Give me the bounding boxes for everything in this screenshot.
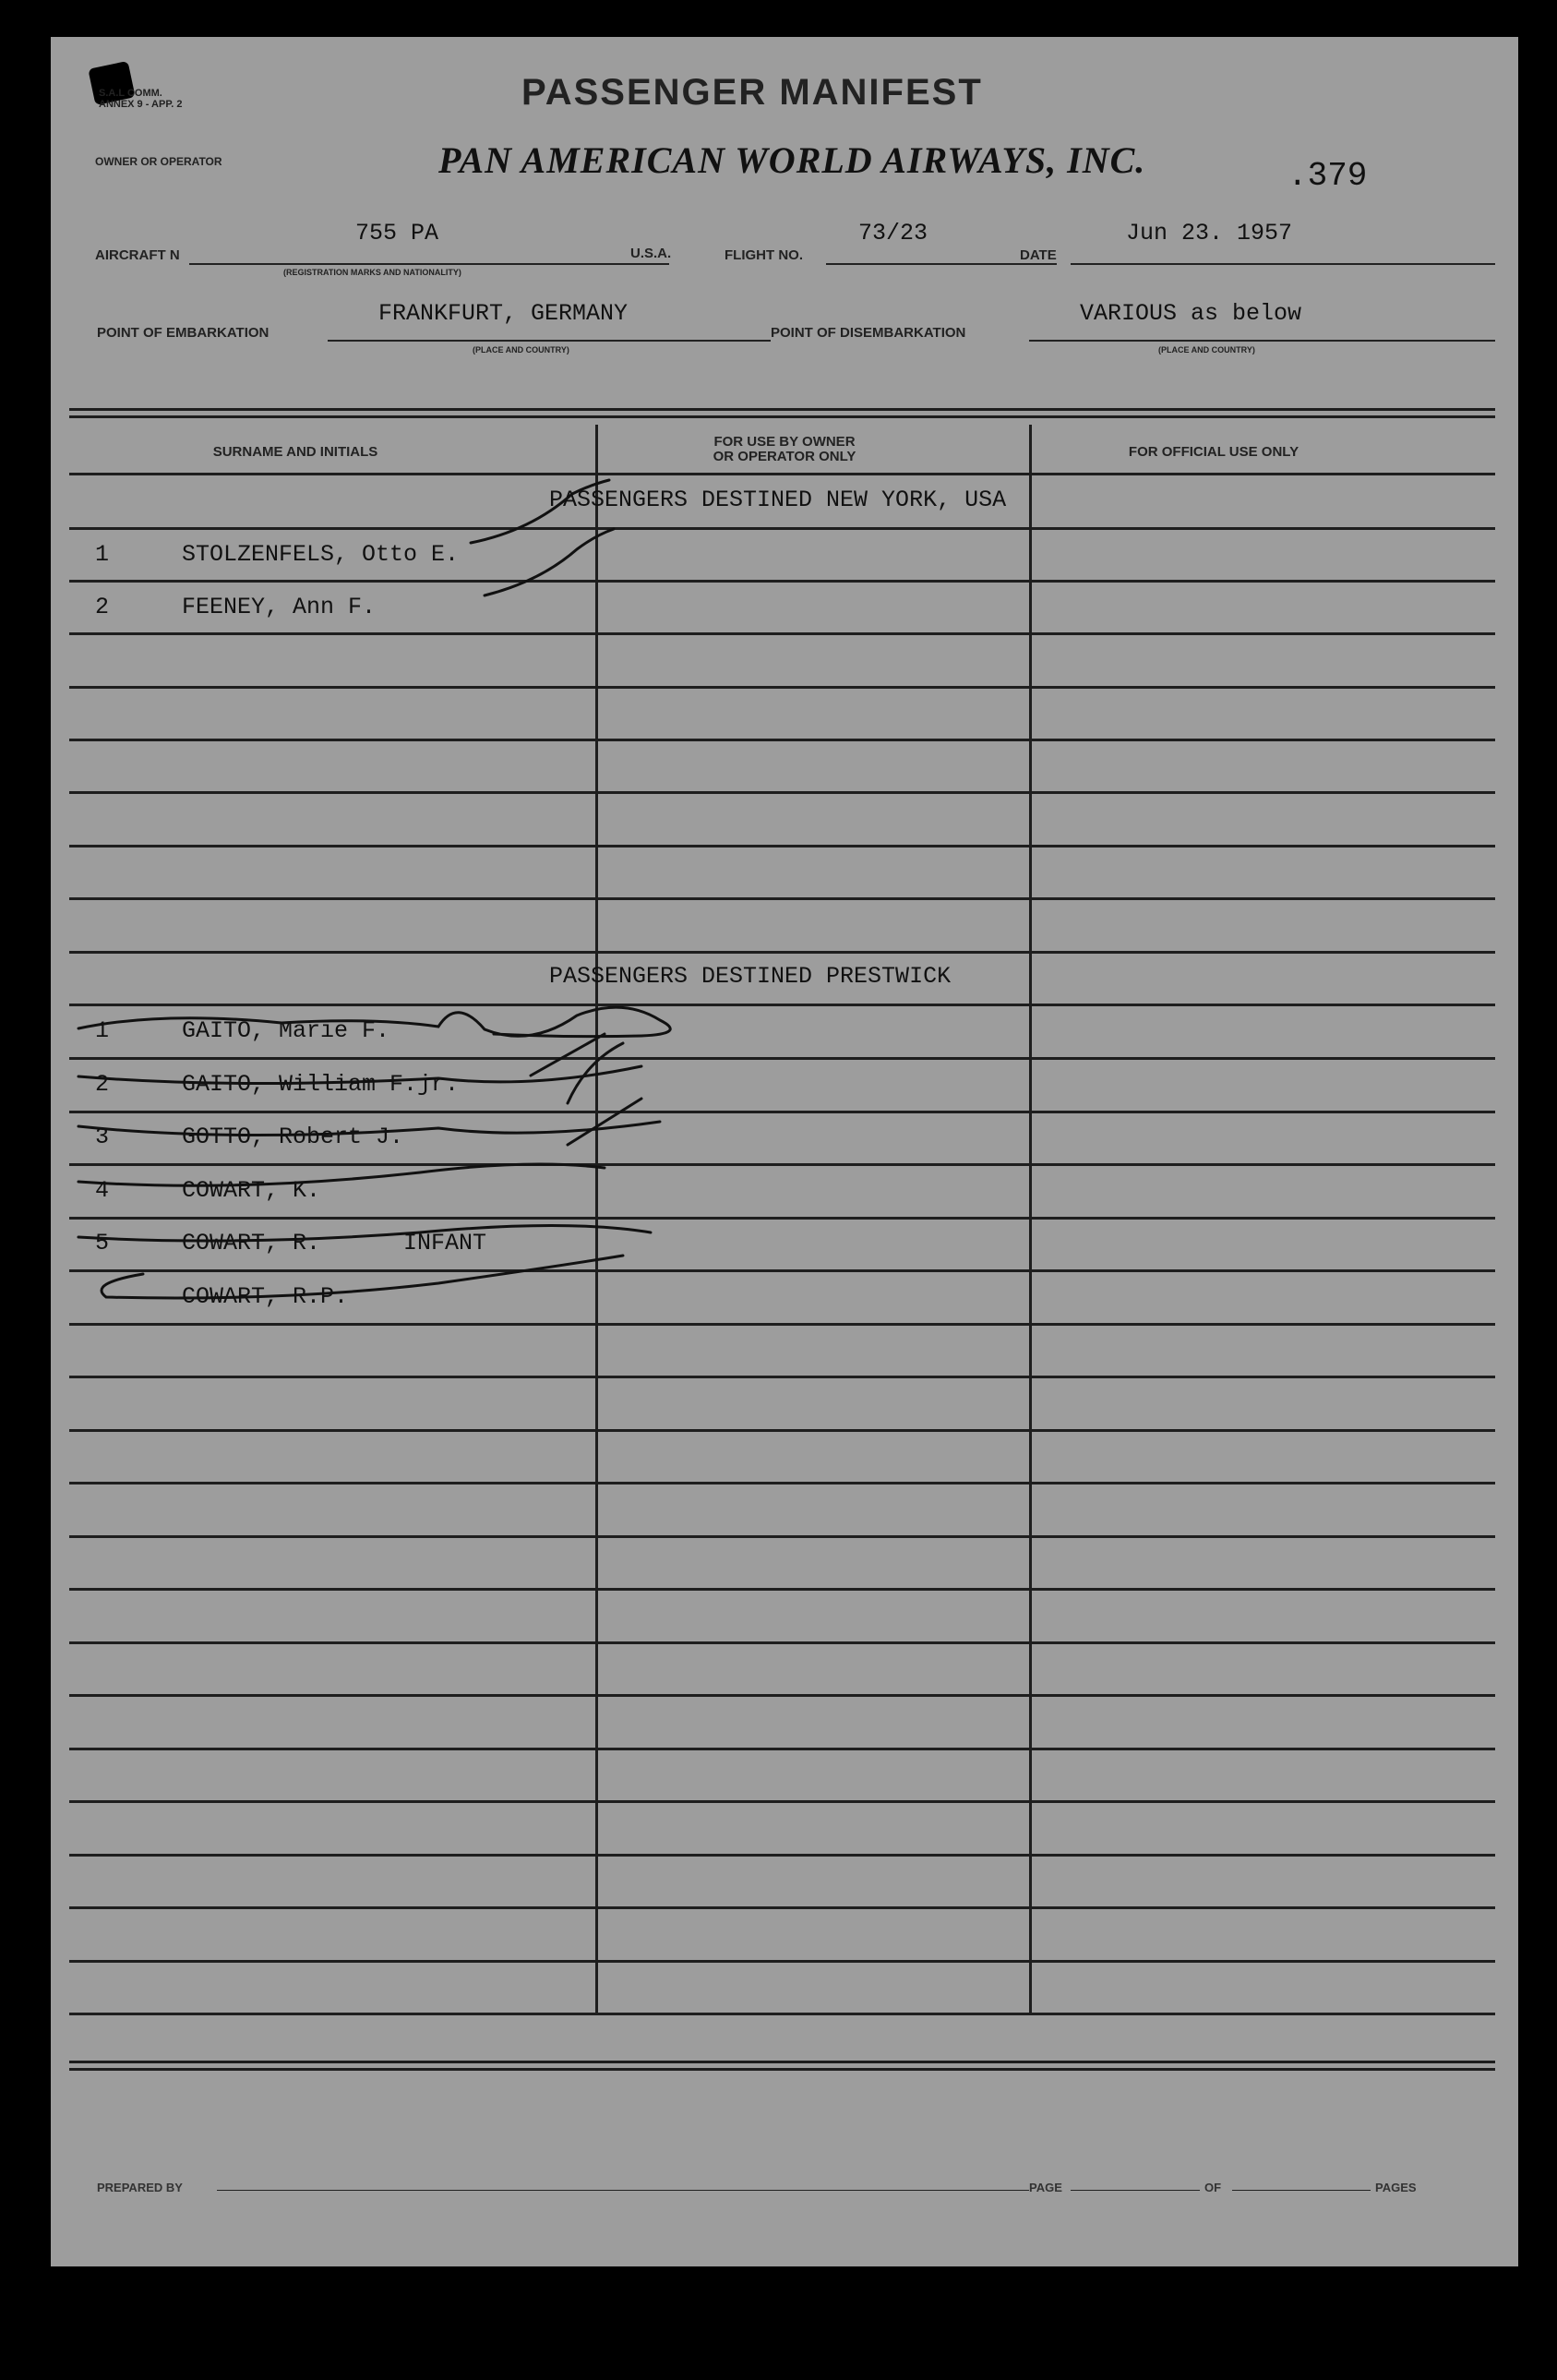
passenger-number: 2 [95,1071,110,1098]
date-label: DATE [1020,247,1057,263]
row-rule [69,1800,1495,1803]
passenger-name: FEENEY, Ann F. [182,594,377,620]
form-reference-line2: ANNEX 9 - APP. 2 [99,99,183,110]
row-rule [69,1535,1495,1538]
page-label: PAGE [1029,2181,1062,2194]
disembarkation-label: POINT OF DISEMBARKATION [771,325,966,341]
owner-column-header-line2: OR OPERATOR ONLY [713,449,856,464]
disembarkation-value: VARIOUS as below [1080,300,1302,327]
embarkation-value: FRANKFURT, GERMANY [378,300,629,327]
passenger-name: COWART, R.P. [182,1283,349,1310]
page-title: PASSENGER MANIFEST [521,72,983,113]
passenger-number: 1 [95,1017,110,1044]
of-underline [1232,2190,1371,2191]
prepared-by-underline [217,2190,1029,2191]
flight-label: FLIGHT NO. [725,247,803,263]
row-rule [69,1269,1495,1272]
row-rule [69,951,1495,954]
passenger-name: STOLZENFELS, Otto E. [182,541,460,568]
column-divider-2 [1029,425,1032,2013]
surname-column-header: SURNAME AND INITIALS [212,444,378,460]
strike-through [531,1034,605,1076]
embarkation-underline [328,340,771,342]
prepared-by-label: PREPARED BY [97,2181,183,2194]
passenger-number: 2 [95,594,110,620]
form-reference [99,88,182,110]
table-top-rule-2 [69,415,1495,418]
row-rule [69,1906,1495,1909]
pages-label: PAGES [1375,2181,1417,2194]
table-top-rule-1 [69,408,1495,411]
row-rule [69,897,1495,900]
passenger-name: GOTTO, Robert J. [182,1124,404,1150]
owner-column-header [688,435,881,464]
row-rule [69,1482,1495,1484]
row-rule [69,739,1495,741]
row-rule [69,1588,1495,1591]
owner-label: OWNER OR OPERATOR [95,155,222,168]
passenger-number: 1 [95,541,110,568]
row-rule [69,1217,1495,1220]
row-rule [69,791,1495,794]
manifest-sheet [51,37,1518,2266]
registration-caption: (REGISTRATION MARKS AND NATIONALITY) [283,268,461,277]
check-mark [485,529,614,595]
disembarkation-underline [1029,340,1495,342]
row-rule [69,1960,1495,1963]
flight-underline [826,263,1057,265]
owner-column-header-line1: FOR USE BY OWNER [713,434,856,450]
column-divider-1 [595,425,598,2013]
section-heading-new-york: PASSENGERS DESTINED NEW YORK, USA [549,487,1007,513]
passenger-name: COWART, R. INFANT [182,1230,487,1256]
handwritten-marks [51,37,1518,2266]
country-label: U.S.A. [630,246,672,261]
aircraft-label: AIRCRAFT N [95,247,180,263]
of-label: OF [1204,2181,1222,2194]
row-rule [69,1641,1495,1644]
row-rule [69,1111,1495,1113]
row-rule [69,845,1495,847]
passenger-number: 3 [95,1124,110,1150]
date-value: Jun 23. 1957 [1126,220,1293,246]
embark-caption: (PLACE AND COUNTRY) [473,345,569,355]
row-rule [69,527,1495,530]
form-reference-line1: S.A.L COMM. [99,88,162,99]
disembark-caption: (PLACE AND COUNTRY) [1158,345,1255,355]
official-column-header: FOR OFFICIAL USE ONLY [1128,444,1299,460]
row-rule [69,1004,1495,1006]
row-rule [69,1057,1495,1060]
row-rule [69,2013,1495,2015]
row-rule [69,632,1495,635]
strike-through [78,1164,605,1185]
passenger-name: COWART, K. [182,1177,321,1204]
row-rule [69,1163,1495,1166]
table-bottom-rule-1 [69,2061,1495,2063]
row-rule [69,1429,1495,1432]
row-rule [69,686,1495,689]
section-heading-prestwick: PASSENGERS DESTINED PRESTWICK [549,963,952,990]
flight-value: 73/23 [858,220,928,246]
passenger-name: GAITO, William F.jr. [182,1071,460,1098]
embarkation-label: POINT OF EMBARKATION [97,325,269,341]
passenger-number: 4 [95,1177,110,1204]
page-underline [1071,2190,1200,2191]
table-bottom-rule-2 [69,2068,1495,2071]
row-rule [69,1748,1495,1750]
aircraft-underline [189,263,669,265]
strike-through [568,1099,641,1145]
row-rule [69,1323,1495,1326]
strike-through [102,1256,623,1298]
row-rule [69,580,1495,583]
passenger-number: 5 [95,1230,110,1256]
row-rule [69,1854,1495,1857]
operator-name: PAN AMERICAN WORLD AIRWAYS, INC. [438,139,1146,181]
page-number: .379 [1288,157,1368,195]
passenger-name: GAITO, Marie F. [182,1017,390,1044]
header-rule [69,473,1495,475]
aircraft-value: 755 PA [355,220,439,246]
row-rule [69,1376,1495,1378]
date-underline [1071,263,1495,265]
row-rule [69,1694,1495,1697]
